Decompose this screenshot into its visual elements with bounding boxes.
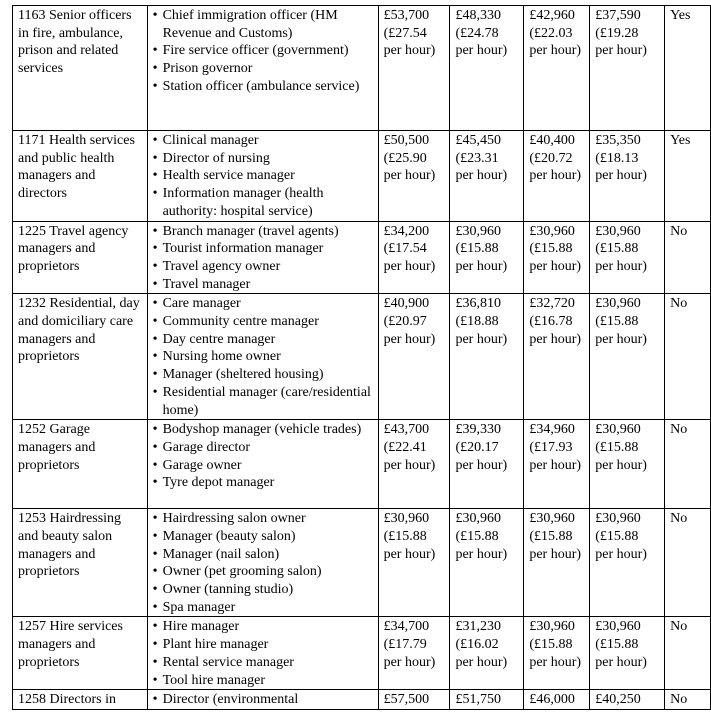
occupation-cell: 1252 Garage managers and proprietors [13,420,148,509]
salary-rate-cell-2: £30,960 (£15.88 per hour) [450,509,524,617]
job-title-item: • Manager (beauty salon) [153,528,373,546]
job-title-item: • Owner (tanning studio) [153,581,373,599]
occupation-cell: 1232 Residential, day and domiciliary care managers and proprietors [13,294,148,420]
job-title-item: • Information manager (health authority: hospital service) [153,185,373,220]
job-title-item: • Branch manager (travel agents) [153,223,373,241]
job-title-item: • Health service manager [153,167,373,185]
table-row [13,420,711,509]
job-title-item: • Hire manager [153,618,373,636]
job-title-item: • Bodyshop manager (vehicle trades) [153,421,373,439]
table-row [13,294,711,420]
job-titles-cell [147,294,378,420]
salary-rate-cell-3: £34,960 (£17.93 per hour) [524,420,590,509]
job-title-item: • Garage owner [153,457,373,475]
job-title-item: • Manager (sheltered housing) [153,366,373,384]
job-titles-cell [147,131,378,222]
job-titles-cell [147,420,378,509]
salary-rate-cell-4: £40,250 [590,690,665,710]
job-title-item: • Director (environmental [153,691,373,709]
table-row [13,509,711,617]
job-title-item: • Tool hire manager [153,672,373,690]
salary-rate-cell-1: £30,960 (£15.88 per hour) [378,509,450,617]
job-title-item: • Tourist information manager [153,240,373,258]
occupation-cell: 1163 Senior officers in fire, ambulance, prison and related services [13,6,148,131]
salary-rate-cell-3: £30,960 (£15.88 per hour) [524,221,590,294]
salary-rate-cell-2: £51,750 [450,690,524,710]
job-title-item: • Owner (pet grooming salon) [153,563,373,581]
job-title-item: • Care manager [153,295,373,313]
yes-no-flag-cell: No [665,690,711,710]
salary-rate-cell-2: £36,810 (£18.88 per hour) [450,294,524,420]
job-title-item: • Residential manager (care/residential home) [153,384,373,419]
job-titles-list [153,295,373,419]
job-title-item: • Tyre depot manager [153,474,373,492]
salary-rate-cell-4: £30,960 (£15.88 per hour) [590,294,665,420]
yes-no-flag-cell: Yes [665,131,711,222]
yes-no-flag-cell: Yes [665,6,711,131]
job-title-item: • Clinical manager [153,132,373,150]
yes-no-flag-cell: No [665,221,711,294]
salary-rate-cell-4: £30,960 (£15.88 per hour) [590,420,665,509]
occupation-cell: 1258 Directors in [13,690,148,710]
job-title-item: • Spa manager [153,599,373,617]
job-titles-list [153,691,373,709]
job-title-item: • Rental service manager [153,654,373,672]
yes-no-flag-cell: No [665,617,711,690]
salary-rate-cell-1: £40,900 (£20.97 per hour) [378,294,450,420]
job-title-item: • Travel agency owner [153,258,373,276]
salary-rate-cell-1: £34,700 (£17.79 per hour) [378,617,450,690]
job-title-item: • Travel manager [153,276,373,294]
salary-rate-cell-2: £39,330 (£20.17 per hour) [450,420,524,509]
salary-rate-cell-3: £30,960 (£15.88 per hour) [524,509,590,617]
salary-rate-cell-2: £30,960 (£15.88 per hour) [450,221,524,294]
job-titles-list [153,421,373,492]
table-body [13,6,711,710]
occupation-cell: 1225 Travel agency managers and proprietors [13,221,148,294]
salary-rate-cell-4: £30,960 (£15.88 per hour) [590,509,665,617]
job-titles-cell [147,509,378,617]
job-title-item: • Day centre manager [153,331,373,349]
salary-rate-cell-1: £50,500 (£25.90 per hour) [378,131,450,222]
salary-rate-cell-3: £42,960 (£22.03 per hour) [524,6,590,131]
job-title-item: • Nursing home owner [153,348,373,366]
occupation-salary-table [12,5,711,710]
job-title-item: • Fire service officer (government) [153,42,373,60]
job-title-item: • Prison governor [153,60,373,78]
job-titles-cell [147,6,378,131]
job-titles-cell [147,221,378,294]
job-titles-list [153,510,373,616]
salary-rate-cell-2: £31,230 (£16.02 per hour) [450,617,524,690]
occupation-cell: 1257 Hire services managers and proprietors [13,617,148,690]
salary-rate-cell-4: £35,350 (£18.13 per hour) [590,131,665,222]
table-row [13,221,711,294]
salary-rate-cell-3: £30,960 (£15.88 per hour) [524,617,590,690]
salary-rate-cell-4: £37,590 (£19.28 per hour) [590,6,665,131]
job-title-item: • Chief immigration officer (HM Revenue and Customs) [153,7,373,42]
job-titles-list [153,132,373,221]
salary-rate-cell-3: £46,000 [524,690,590,710]
salary-rate-cell-1: £53,700 (£27.54 per hour) [378,6,450,131]
table-row [13,690,711,710]
table-row [13,6,711,131]
job-titles-list [153,223,373,294]
salary-rate-cell-3: £32,720 (£16.78 per hour) [524,294,590,420]
occupation-table-wrapper [12,5,711,710]
salary-rate-cell-1: £43,700 (£22.41 per hour) [378,420,450,509]
job-titles-cell [147,690,378,710]
job-title-item: • Garage director [153,439,373,457]
job-title-item: • Plant hire manager [153,636,373,654]
table-row [13,131,711,222]
occupation-cell: 1253 Hairdressing and beauty salon managers and proprietors [13,509,148,617]
salary-rate-cell-3: £40,400 (£20.72 per hour) [524,131,590,222]
job-title-item: • Manager (nail salon) [153,546,373,564]
salary-rate-cell-2: £48,330 (£24.78 per hour) [450,6,524,131]
table-row [13,617,711,690]
yes-no-flag-cell: No [665,294,711,420]
job-title-item: • Director of nursing [153,150,373,168]
job-title-item: • Community centre manager [153,313,373,331]
salary-rate-cell-4: £30,960 (£15.88 per hour) [590,617,665,690]
yes-no-flag-cell: No [665,509,711,617]
job-titles-cell [147,617,378,690]
salary-rate-cell-1: £57,500 [378,690,450,710]
job-titles-list [153,7,373,96]
occupation-cell: 1171 Health services and public health managers and directors [13,131,148,222]
yes-no-flag-cell: No [665,420,711,509]
job-title-item: • Station officer (ambulance service) [153,78,373,96]
salary-rate-cell-4: £30,960 (£15.88 per hour) [590,221,665,294]
salary-rate-cell-2: £45,450 (£23.31 per hour) [450,131,524,222]
salary-rate-cell-1: £34,200 (£17.54 per hour) [378,221,450,294]
job-titles-list [153,618,373,689]
job-title-item: • Hairdressing salon owner [153,510,373,528]
